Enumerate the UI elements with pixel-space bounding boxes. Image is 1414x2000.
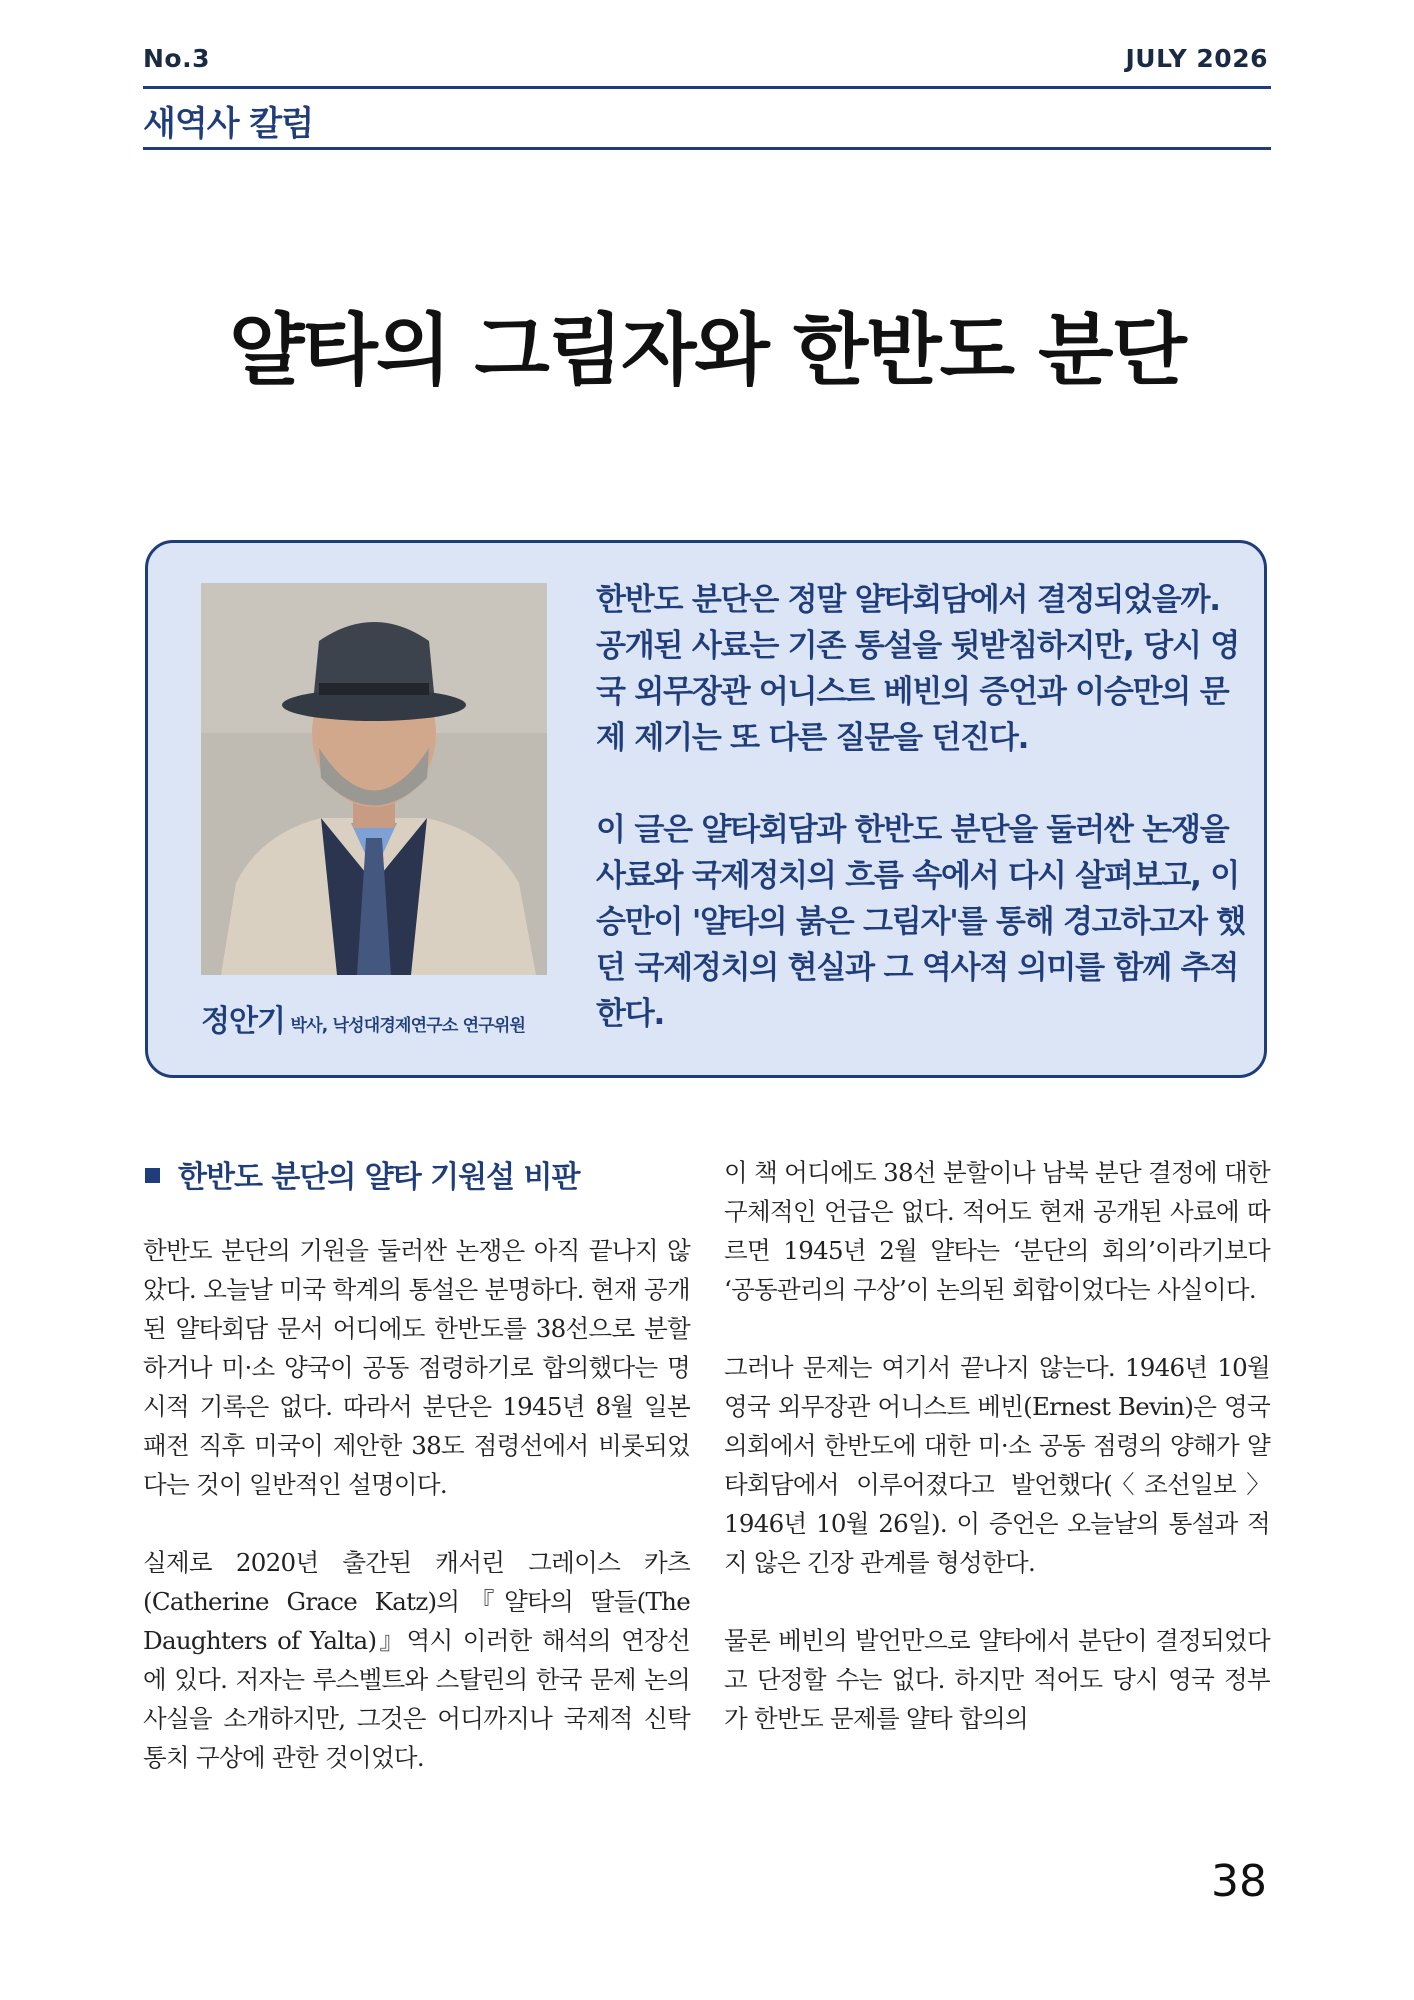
issue-number: No.3	[143, 44, 210, 73]
author-portrait	[201, 583, 547, 975]
author-caption	[201, 996, 561, 1040]
body-paragraph: 이 책 어디에도 38선 분할이나 남북 분단 결정에 대한 구체적인 언급은 없다. 적어도 현재 공개된 사료에 따르면 1945년 2월 얄타는 ‘분단의 회의’이라기보다 ‘공동관리의 구상’이 논의된 회합이었다는 사실이다.	[724, 1158, 1270, 1304]
body-paragraph: 물론 베빈의 발언만으로 얄타에서 분단이 결정되었다고 단정할 수는 없다. 하지만 적어도 당시 영국 정부가 한반도 문제를 얄타 합의의	[724, 1626, 1270, 1733]
author-portrait-icon	[201, 583, 547, 975]
body-paragraph: 실제로 2020년 출간된 캐서린 그레이스 카츠(Catherine Grace Katz)의『얄타의 딸들(The Daughters of Yalta)』역시 이러한 해석의 연장선에 있다. 저자는 루스벨트와 스탈린의 한국 문제 논의 사실을 소개하지만, 그것은 어디까지나 국제적 신탁통치 구상에 관한 것이었다.	[143, 1548, 690, 1772]
body-subheading	[145, 1152, 580, 1196]
abstract-paragraph: 한반도 분단은 정말 얄타회담에서 결정되었을까. 공개된 사료는 기존 통설을 뒷받침하지만, 당시 영국 외무장관 어니스트 베빈의 증언과 이승만의 문제 제기는 또 다른 질문을 던진다.	[596, 582, 1240, 756]
body-column-left	[143, 1231, 690, 1777]
header-rule-top	[143, 86, 1271, 89]
article-title: 얄타의 그림자와 한반도 분단	[229, 306, 1185, 396]
header-rule-bottom	[143, 147, 1271, 150]
abstract-text	[596, 577, 1246, 1037]
author-name: 정안기	[201, 1004, 285, 1039]
body-column-right	[724, 1153, 1270, 1738]
issue-date: JULY 2026	[1125, 44, 1268, 73]
page-number: 38	[1211, 1856, 1267, 1907]
section-label: 새역사 칼럼	[143, 104, 314, 144]
body-paragraph: 한반도 분단의 기원을 둘러싼 논쟁은 아직 끝나지 않았다. 오늘날 미국 학계의 통설은 분명하다. 현재 공개된 얄타회담 문서 어디에도 한반도를 38선으로 분할하거나 미·소 양국이 공동 점령하기로 합의했다는 명시적 기록은 없다. 따라서 분단은 1945년 8월 일본 패전 직후 미국이 제안한 38도 점령선에서 비롯되었다는 것이 일반적인 설명이다.	[143, 1236, 690, 1499]
subheading-text: 한반도 분단의 얄타 기원설 비판	[178, 1160, 580, 1195]
abstract-paragraph: 이 글은 얄타회담과 한반도 분단을 둘러싼 논쟁을 사료와 국제정치의 흐름 속에서 다시 살펴보고, 이승만이 '얄타의 붉은 그림자'를 통해 경고하고자 했던 국제정치의 현실과 그 역사적 의미를 함께 추적한다.	[596, 812, 1246, 1032]
body-paragraph: 그러나 문제는 여기서 끝나지 않는다. 1946년 10월 영국 외무장관 어니스트 베빈(Ernest Bevin)은 영국 의회에서 한반도에 대한 미·소 공동 점령의 양해가 얄타회담에서 이루어졌다고 발언했다(〈조선일보〉 1946년 10월 26일). 이 증언은 오늘날의 통설과 적지 않은 긴장 관계를 형성한다.	[724, 1353, 1270, 1577]
square-bullet-icon	[145, 1168, 160, 1183]
author-affiliation: 박사, 낙성대경제연구소 연구위원	[290, 1016, 526, 1036]
